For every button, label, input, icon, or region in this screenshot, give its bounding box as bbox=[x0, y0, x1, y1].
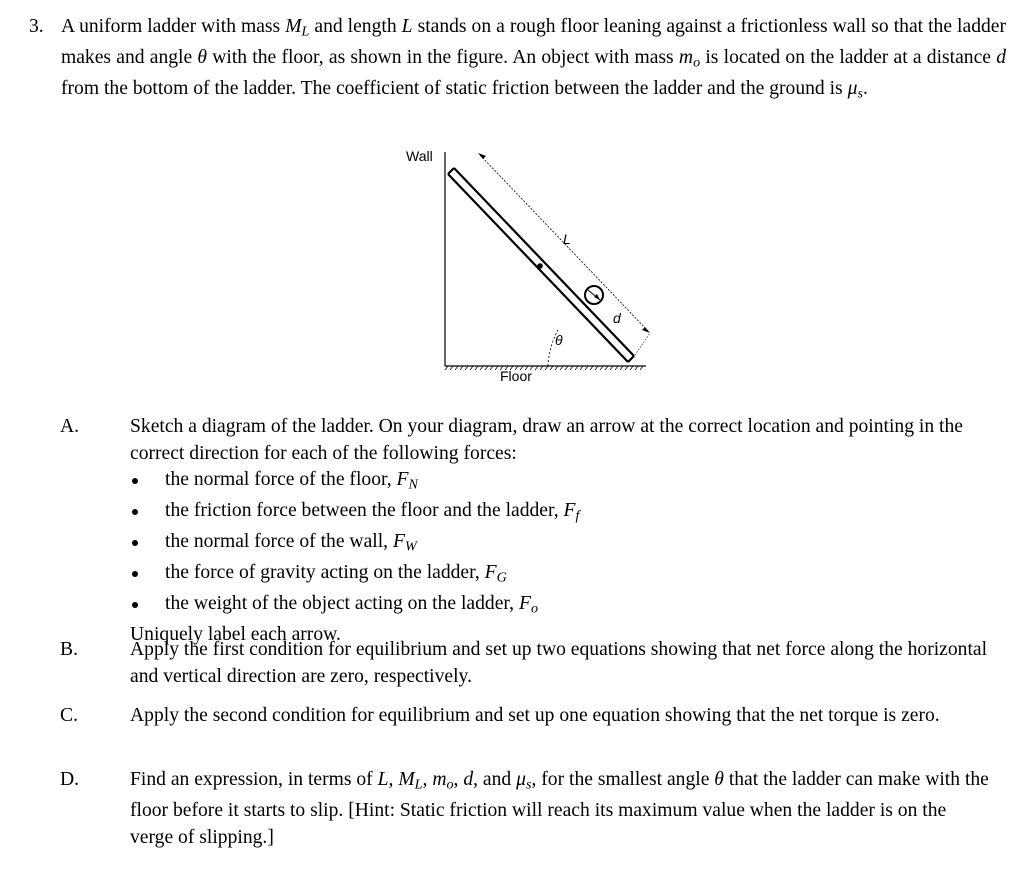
force-item-friction: the friction force between the floor and the ladder, $F_f$ bbox=[130, 498, 990, 529]
part-d-letter: D. bbox=[60, 769, 80, 790]
part-a-letter: A. bbox=[60, 416, 80, 437]
symbol-distance: d bbox=[996, 47, 1006, 69]
symbol-length: L bbox=[401, 16, 413, 37]
force-list bbox=[130, 467, 990, 622]
ladder-diagram bbox=[400, 140, 670, 390]
part-c-text: Apply the second condition for equilibrium and set up one equation showing that the net torque is zero. bbox=[130, 705, 940, 726]
problem-stem: A uniform ladder with mass $M_L$ and length L stands on a rough floor leaning against a frictionless wall so that the ladder makes and angle θ with the floor, as shown in the figure. An object with mass $m_o$ is located on the ladder at a distance d from the bottom of the ladder. The coefficient of static friction between the ladder and the ground is $\mu_s$. bbox=[61, 16, 1007, 102]
part-a-body bbox=[130, 414, 990, 649]
length-label: L bbox=[563, 231, 571, 247]
symbol-mu-s: $\mu_s$ bbox=[847, 78, 863, 102]
part-b-letter: B. bbox=[60, 639, 78, 660]
object-on-ladder bbox=[585, 286, 603, 304]
floor-label: Floor bbox=[500, 368, 532, 384]
part-a-outro: Uniquely label each arrow. bbox=[130, 624, 341, 646]
part-b-text: Apply the first condition for equilibrium and set up two equations showing that net force along the horizontal and vertical direction are zero, respectively. bbox=[130, 639, 988, 687]
force-item-normal-floor: the normal force of the floor, $F_N$ bbox=[130, 467, 990, 498]
part-d-text: Find an expression, in terms of L, $M_L$, $m_o$, d, and $\mu_s$, for the smallest angle θ that the ladder can make with the floor before it starts to slip. [Hint: Static friction will reach its maximum value when the ladder is on the verge of slipping.] bbox=[130, 769, 989, 848]
symbol-object-mass: $m_o$ bbox=[678, 47, 701, 71]
ladder-figure bbox=[400, 140, 670, 390]
symbol-ladder-mass: $M_L$ bbox=[285, 16, 310, 40]
angle-label: θ bbox=[555, 332, 563, 348]
force-item-normal-wall: the normal force of the wall, $F_W$ bbox=[130, 529, 990, 560]
distance-label: d bbox=[613, 310, 621, 326]
force-item-weight-object: the weight of the object acting on the ladder, $F_o$ bbox=[130, 591, 990, 622]
force-item-gravity-ladder: the force of gravity acting on the ladder, $F_G$ bbox=[130, 560, 990, 591]
symbol-theta: θ bbox=[197, 47, 208, 69]
center-of-mass-dot bbox=[537, 263, 543, 269]
wall-label: Wall bbox=[406, 148, 433, 164]
problem-number: 3. bbox=[29, 16, 44, 37]
floor-hatching bbox=[445, 366, 643, 370]
part-c-letter: C. bbox=[60, 705, 78, 726]
part-a-intro: Sketch a diagram of the ladder. On your diagram, draw an arrow at the correct location and pointing in the correct direction for each of the following forces: bbox=[130, 416, 963, 464]
